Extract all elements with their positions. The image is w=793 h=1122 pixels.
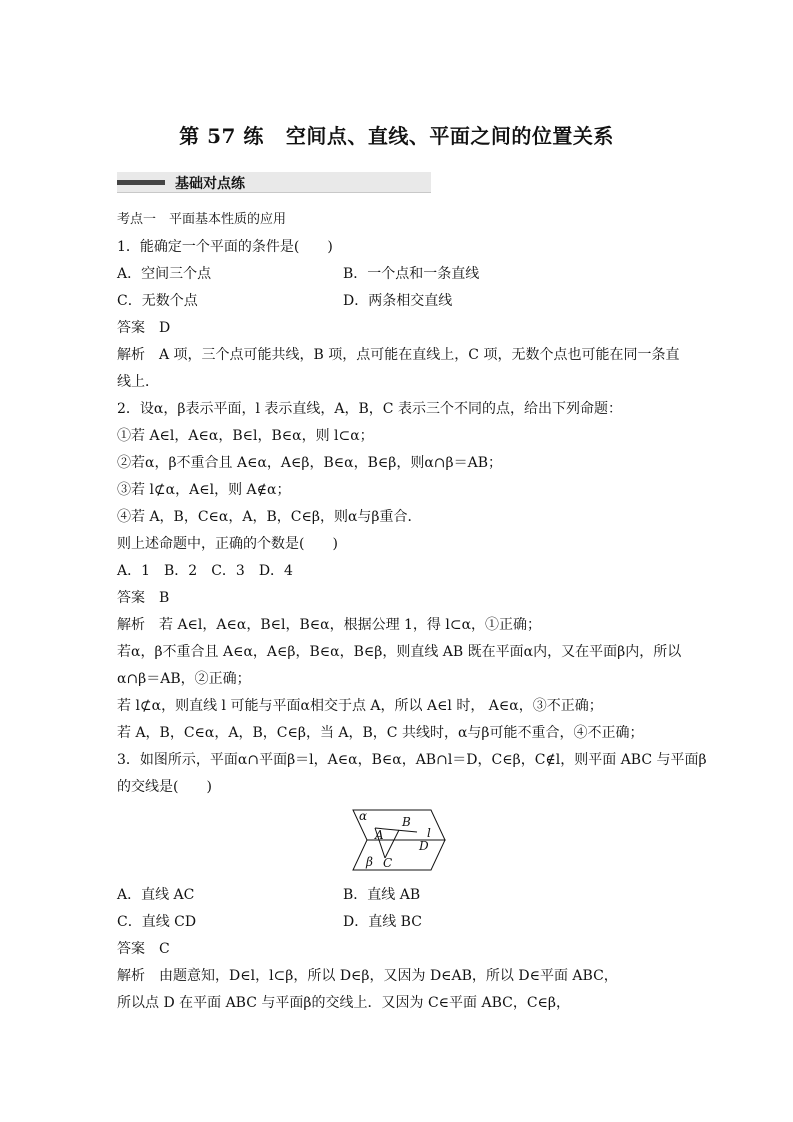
- analysis-1-line-2: 线上．: [117, 374, 159, 390]
- section-marker: [117, 180, 165, 185]
- proposition-2: ②若α，β不重合且 A∈α，A∈β，B∈α，B∈β，则α∩β＝AB；: [117, 455, 503, 471]
- analysis-3-line-2: 所以点 D 在平面 ABC 与平面β的交线上．又因为 C∈平面 ABC，C∈β，: [117, 995, 571, 1011]
- question-2: 2．设α，β表示平面，l 表示直线，A，B，C 表示三个不同的点，给出下列命题：: [117, 401, 622, 417]
- line-bc: [385, 830, 399, 858]
- analysis-2-line-2: 若α，β不重合且 A∈α，A∈β，B∈α，B∈β，则直线 AB 既在平面α内，又在平面β内，所以: [117, 644, 682, 660]
- label-alpha: α: [359, 809, 368, 823]
- options-2: A．1 B．2 C．3 D．4: [117, 563, 293, 579]
- section-label: 基础对点练: [175, 176, 245, 192]
- option-1a: A．空间三个点: [117, 266, 212, 282]
- section-header: [117, 172, 431, 193]
- label-d: D: [419, 839, 429, 853]
- label-c: C: [383, 856, 393, 870]
- question-2-prompt: 则上述命题中，正确的个数是( ): [117, 536, 338, 552]
- analysis-2-line-1: 解析 若 A∈l，A∈α，B∈l，B∈α，根据公理 1，得 l⊂α，①正确；: [117, 617, 542, 633]
- option-1b: B．一个点和一条直线: [343, 266, 480, 282]
- option-3d: D．直线 BC: [343, 914, 422, 930]
- question-1: 1．能确定一个平面的条件是( ): [117, 239, 333, 255]
- label-l: l: [427, 826, 431, 840]
- planes-figure: [345, 808, 453, 874]
- analysis-2-line-4: 若 l⊄α，则直线 l 可能与平面α相交于点 A，所以 A∈l 时， A∈α，③不正确；: [117, 698, 603, 714]
- analysis-1-line-1: 解析 A 项，三个点可能共线，B 项，点可能在直线上，C 项，无数个点也可能在同一条直: [117, 347, 680, 363]
- option-3a: A．直线 AC: [117, 887, 195, 903]
- option-3b: B．直线 AB: [343, 887, 421, 903]
- topic-heading: 考点一 平面基本性质的应用: [117, 212, 287, 227]
- title-number: 第 57 练: [179, 124, 264, 148]
- proposition-4: ④若 A，B，C∈α，A，B，C∈β，则α与β重合．: [117, 509, 422, 525]
- proposition-3: ③若 l⊄α，A∈l，则 A∉α；: [117, 482, 291, 498]
- proposition-1: ①若 A∈l，A∈α，B∈l，B∈α，则 l⊂α；: [117, 428, 374, 444]
- label-beta: β: [366, 855, 373, 869]
- answer-2: 答案 B: [117, 590, 170, 606]
- question-3-line-1: 3．如图所示，平面α∩平面β＝l，A∈α，B∈α，AB∩l＝D，C∈β，C∉l，则平面 ABC 与平面β: [117, 752, 707, 768]
- option-1c: C．无数个点: [117, 293, 198, 309]
- label-b: B: [402, 815, 411, 829]
- answer-1: 答案 D: [117, 320, 171, 336]
- analysis-2-line-5: 若 A，B，C∈α，A，B，C∈β，当 A，B，C 共线时，α与β可能不重合，④不正确；: [117, 725, 644, 741]
- analysis-2-line-3: α∩β＝AB，②正确；: [117, 671, 251, 687]
- title-topic: 空间点、直线、平面之间的位置关系: [285, 124, 614, 148]
- answer-3: 答案 C: [117, 941, 170, 957]
- label-a: A: [375, 828, 384, 842]
- option-3c: C．直线 CD: [117, 914, 197, 930]
- option-1d: D．两条相交直线: [343, 293, 453, 309]
- analysis-3-line-1: 解析 由题意知，D∈l，l⊂β，所以 D∈β，又因为 D∈AB，所以 D∈平面 ABC，: [117, 968, 618, 984]
- question-3-line-2: 的交线是( ): [117, 779, 212, 795]
- page-title: [0, 120, 793, 149]
